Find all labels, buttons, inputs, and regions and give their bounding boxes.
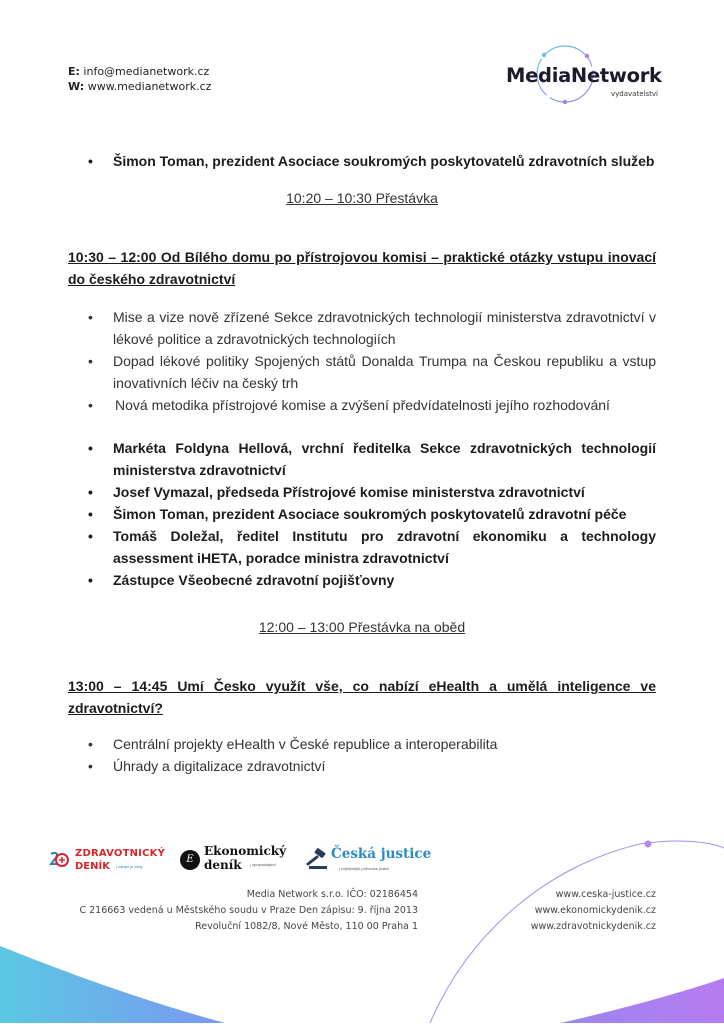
speaker-item: • Šimon Toman, prezident Asociace soukromých poskytovatelů zdravotních služeb: [68, 150, 656, 172]
topic-item: • Mise a vize nově zřízené Sekce zdravotnických technologií ministerstva zdravotnictví v lékové politice a zdravotnických technologiích: [68, 306, 656, 350]
section-1-topics: [68, 306, 656, 416]
zd-cross-icon: [48, 850, 70, 870]
section-2-title: 13:00 – 14:45 Umí Česko využít vše, co nabízí eHealth a umělá inteligence ve zdravotnictví?: [68, 678, 656, 716]
speaker-item: • Josef Vymazal, předseda Přístrojové komise ministerstva zdravotnictví: [68, 481, 656, 503]
footer-arc-dot: [645, 841, 652, 848]
gavel-icon: [305, 848, 329, 870]
footer-wave-right: [560, 978, 724, 1023]
footer-company-info: [79, 887, 418, 935]
section-1-title: 10:30 – 12:00 Od Bílého domu po přístrojovou komisi – praktické otázky vstupu inovací do českého zdravotnictví: [68, 249, 656, 287]
speaker-item: • Šimon Toman, prezident Asociace soukromých poskytovatelů zdravotní péče: [68, 503, 656, 525]
topic-item: • Dopad lékové politiky Spojených států Donalda Trumpa na Českou republiku a vstup inovativních léčiv na český trh: [68, 350, 656, 394]
footer-wave-left: [0, 946, 225, 1023]
company-line: C 216663 vedená u Městského soudu v Praze Den zápisu: 9. října 2013: [79, 905, 418, 916]
topic-item: • Úhrady a digitalizace zdravotnictví: [68, 755, 656, 777]
ed-e-icon: E: [180, 850, 200, 870]
topic-item: • Centrální projekty eHealth v České republice a interoperabilita: [68, 733, 656, 755]
company-line: Revoluční 1082/8, Nové Město, 110 00 Praha 1: [195, 921, 418, 932]
footer-partner-logos: ZDRAVOTNICKÝ DENÍK | zdraví je vždy E Ekonomický deník | zpravodajství Česká justice | nejčtenější průvodce justicí: [48, 842, 428, 878]
medianetwork-logo: [500, 44, 670, 106]
break-2: 12:00 – 13:00 Přestávka na oběd: [258, 619, 466, 635]
speaker-item: • Zástupce Všeobecné zdravotní pojišťovny: [68, 569, 656, 591]
email-link[interactable]: info@medianetwork.cz: [83, 65, 210, 78]
section-1-speakers: [68, 437, 656, 591]
speaker-item: • Markéta Foldyna Hellová, vrchní ředitelka Sekce zdravotnických technologií ministerstva zdravotnictví: [68, 437, 656, 481]
footer-websites: [531, 887, 656, 935]
top-speaker-list: [68, 150, 656, 172]
agenda-content: [68, 150, 656, 777]
section-2-topics: [68, 733, 656, 777]
topic-item: • Nová metodika přístrojové komise a zvýšení předvídatelnosti jejího rozhodování: [68, 394, 656, 416]
logo-wordmark: MediaNetwork: [506, 64, 662, 87]
break-1: 10:20 – 10:30 Přestávka: [286, 190, 438, 206]
company-line: Media Network s.r.o. IČO: 02186454: [246, 889, 418, 900]
web-line: W: www.medianetwork.cz: [68, 80, 212, 93]
speaker-item: • Tomáš Doležal, ředitel Institutu pro zdravotní ekonomiku a technology assessment iHETA, poradce ministra zdravotnictví: [68, 525, 656, 569]
website-link[interactable]: www.zdravotnickydenik.cz: [530, 921, 656, 932]
website-link[interactable]: www.ceska-justice.cz: [555, 889, 656, 900]
header-contact: [68, 64, 211, 94]
logo-subtitle: vydavatelství: [611, 90, 658, 98]
web-link[interactable]: www.medianetwork.cz: [87, 80, 212, 93]
email-line: E: info@medianetwork.cz: [68, 65, 210, 78]
website-link[interactable]: www.ekonomickydenik.cz: [534, 905, 656, 916]
